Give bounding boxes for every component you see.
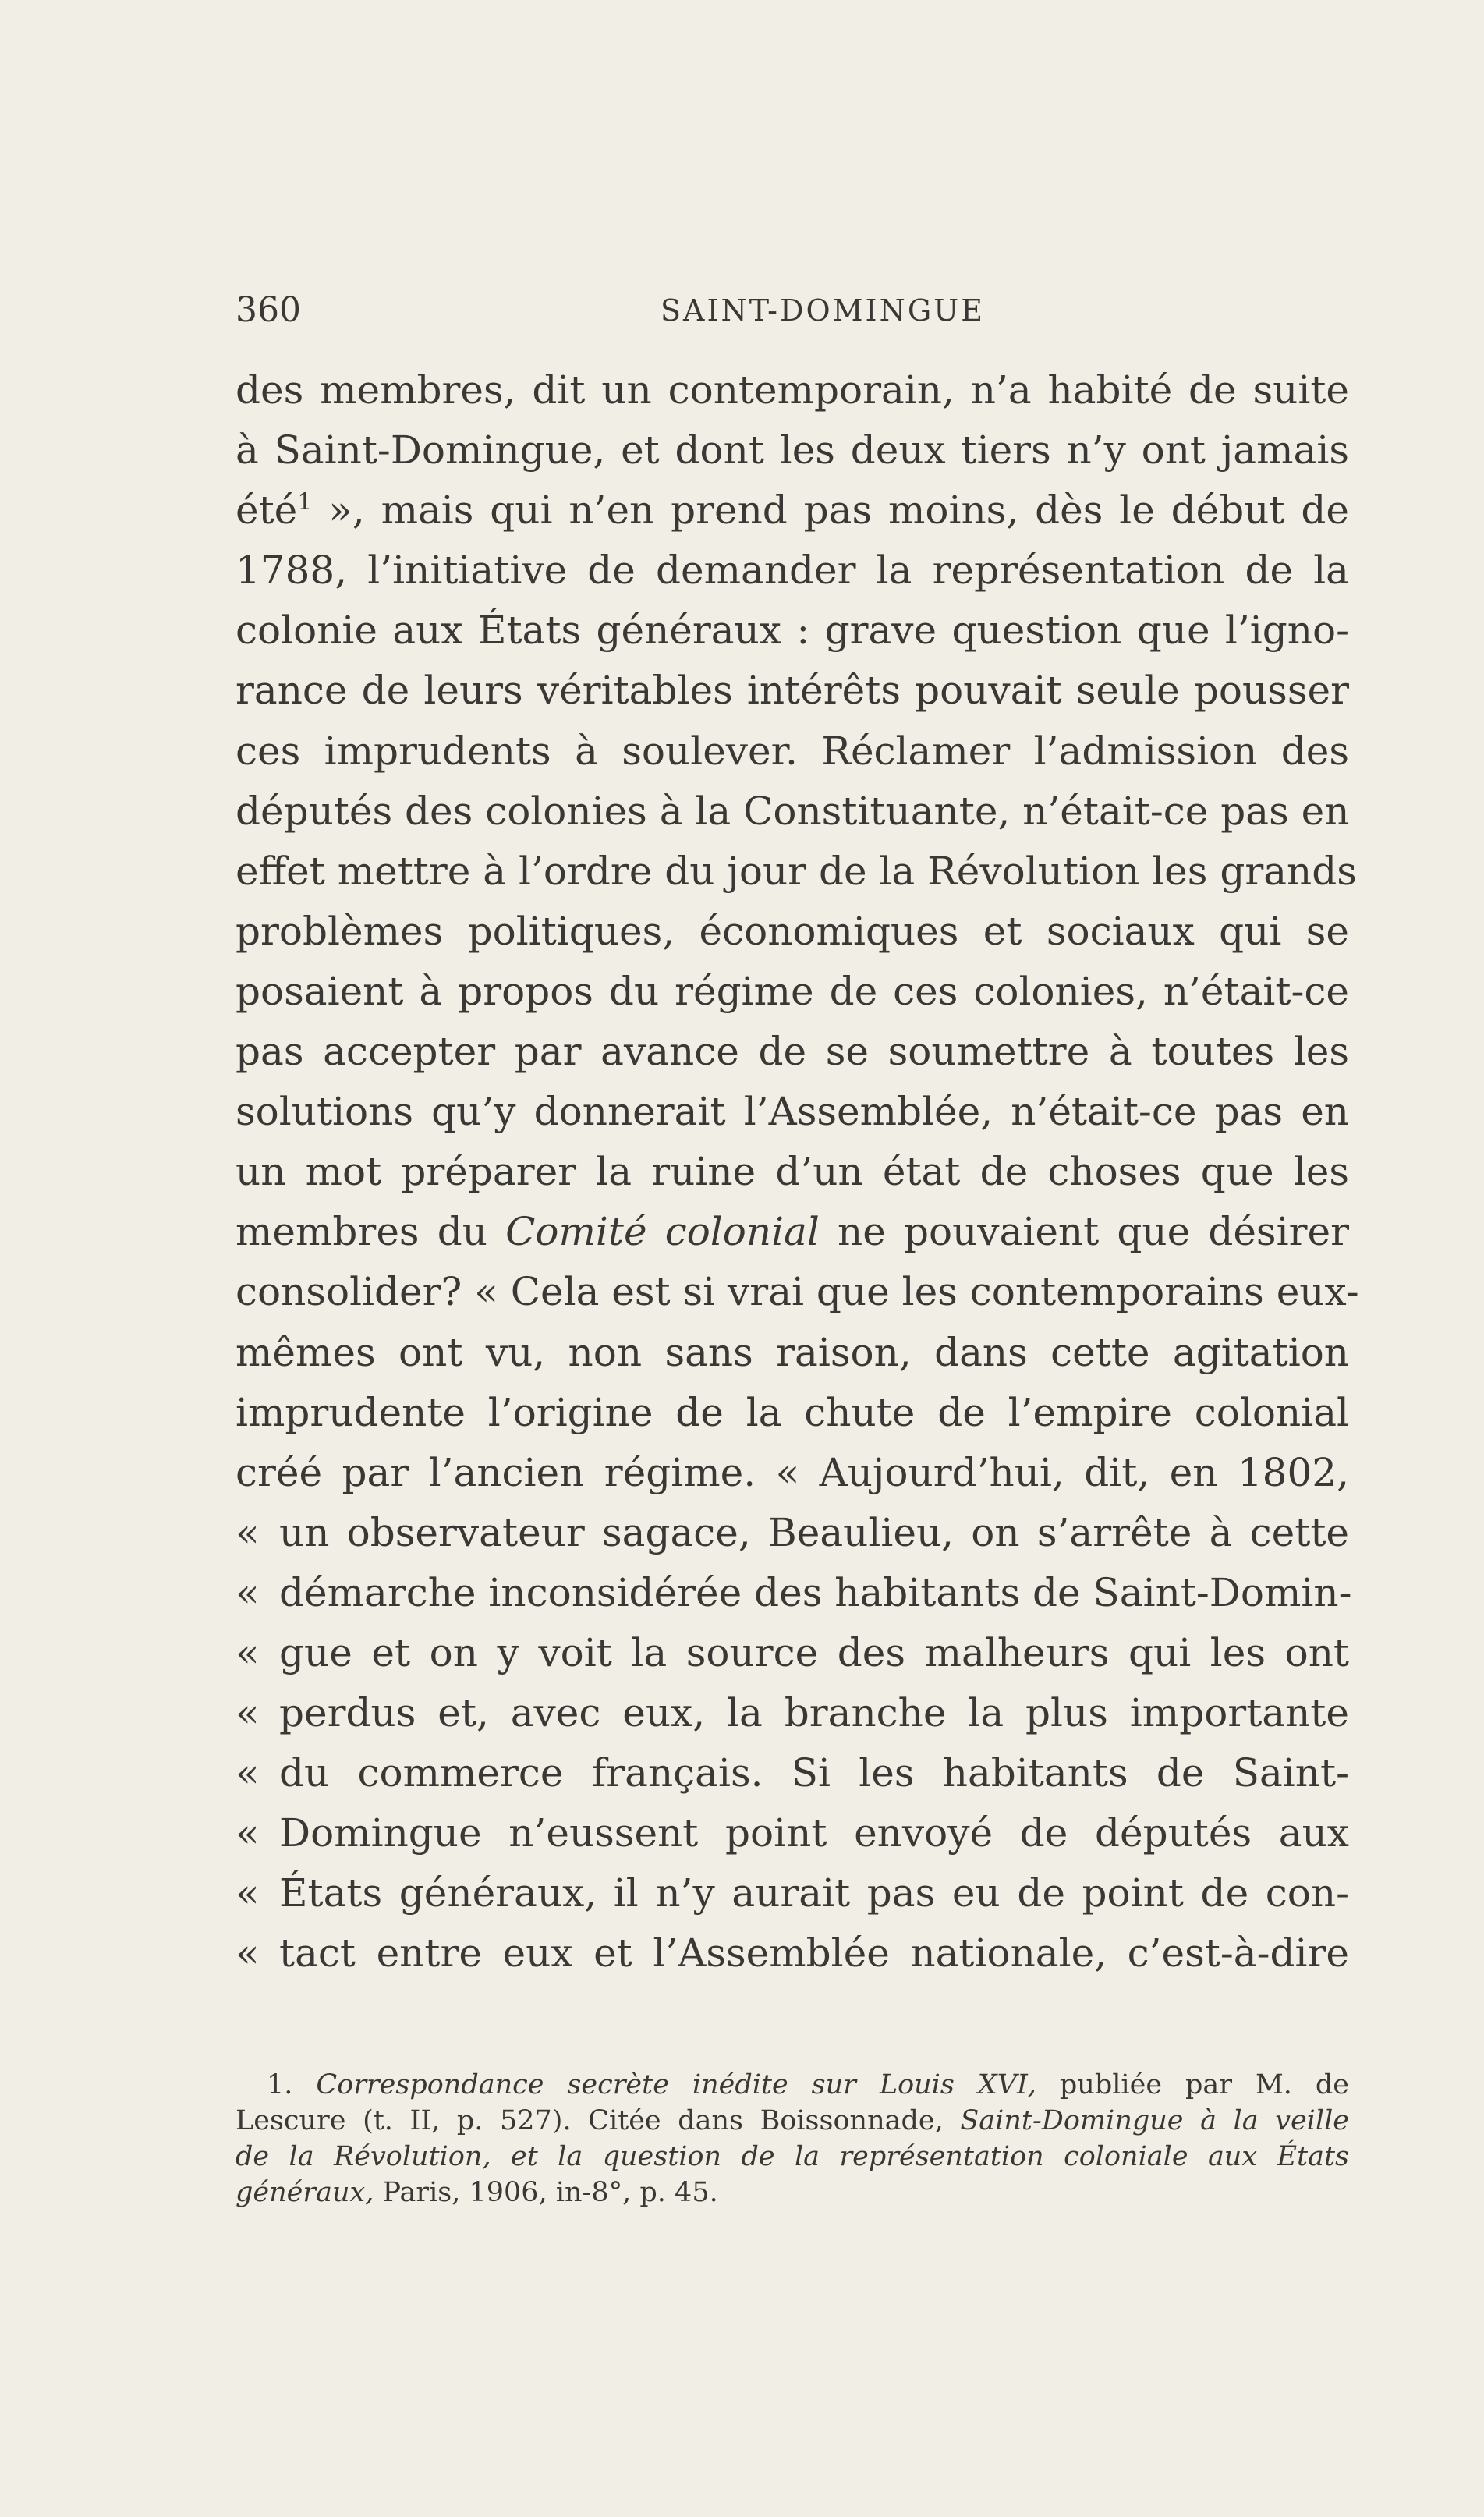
- quoted-line: [236, 1683, 1349, 1743]
- footnote-text: Paris, 1906, in-8°, p. 45.: [374, 2177, 718, 2208]
- footnote-title: Correspondance secrète inédite sur Louis XVI,: [316, 2069, 1036, 2100]
- text-line: députés des colonies à la Constituante, n’était-ce pas en: [236, 788, 1350, 834]
- footnote-line: [236, 2175, 1349, 2210]
- text-line: consolider? « Cela est si vrai que les contemporains eux-: [236, 1269, 1359, 1315]
- text-line: ces imprudents à soulever. Réclamer l’admission des: [236, 728, 1349, 774]
- quote-mark: «: [236, 1509, 260, 1555]
- running-title: SAINT-DOMINGUE: [661, 293, 985, 328]
- quoted-line: [236, 1863, 1349, 1923]
- text-fragment: ne pouvaient que désirer: [819, 1209, 1349, 1255]
- text-line: à Saint-Domingue, et dont les deux tiers n’y ont jamais: [236, 427, 1349, 473]
- footnote-number: 1.: [267, 2069, 317, 2100]
- quote-mark: «: [236, 1569, 260, 1615]
- text-fragment: », mais qui n’en prend pas moins, dès le début de: [312, 487, 1349, 534]
- quoted-line: [236, 1923, 1349, 1983]
- quoted-line: [236, 1803, 1349, 1863]
- quote-mark: «: [236, 1870, 260, 1916]
- quote-mark: «: [236, 1750, 260, 1796]
- footnote-title: généraux,: [236, 2177, 374, 2208]
- text-fragment: États généraux, il n’y aurait pas eu de point de con-: [279, 1870, 1349, 1916]
- footnote-line: [236, 2139, 1349, 2175]
- text-line: rance de leurs véritables intérêts pouvait seule pousser: [236, 668, 1349, 714]
- text-line: imprudente l’origine de la chute de l’empire colonial: [236, 1389, 1349, 1435]
- text-line: colonie aux États généraux : grave question que l’igno-: [236, 608, 1349, 654]
- text-line: [236, 1202, 1349, 1262]
- quoted-line: [236, 1743, 1349, 1803]
- text-line: un mot préparer la ruine d’un état de choses que les: [236, 1149, 1349, 1195]
- footnote-text: publiée par M. de: [1036, 2069, 1349, 2100]
- text-fragment: gue et on y voit la source des malheurs qui les ont: [279, 1629, 1349, 1675]
- text-line: effet mettre à l’ordre du jour de la Révolution les grands: [236, 848, 1357, 894]
- text-fragment: du commerce français. Si les habitants de Saint-: [279, 1750, 1349, 1796]
- emphasis-text: Comité colonial: [505, 1209, 820, 1255]
- page-header: [236, 287, 1349, 334]
- quote-mark: «: [236, 1930, 260, 1976]
- quoted-line: [236, 1623, 1349, 1683]
- text-fragment: tact entre eux et l’Assemblée nationale, c’est-à-dire: [279, 1930, 1349, 1976]
- footnote-reference: 1: [297, 488, 313, 516]
- footnote-line: [236, 2067, 1349, 2103]
- text-line: des membres, dit un contemporain, n’a habité de suite: [236, 367, 1349, 413]
- text-fragment: Domingue n’eussent point envoyé de députés aux: [279, 1810, 1349, 1856]
- text-fragment: membres du: [236, 1209, 506, 1255]
- footnote-title: Saint-Domingue à la veille: [960, 2105, 1349, 2136]
- page-number: 360: [236, 290, 301, 330]
- text-fragment: un observateur sagace, Beaulieu, on s’arrête à cette: [279, 1509, 1349, 1555]
- body-text: [236, 360, 1359, 1984]
- footnote-text: Lescure (t. II, p. 527). Citée dans Boissonnade,: [236, 2105, 961, 2136]
- text-line: problèmes politiques, économiques et sociaux qui se: [236, 908, 1349, 954]
- footnote-line: [236, 2103, 1349, 2139]
- quote-mark: «: [236, 1810, 260, 1856]
- quote-mark: «: [236, 1629, 260, 1675]
- text-line: créé par l’ancien régime. « Aujourd’hui, dit, en 1802,: [236, 1449, 1349, 1495]
- text-line: mêmes ont vu, non sans raison, dans cette agitation: [236, 1329, 1349, 1375]
- text-fragment: été: [236, 487, 298, 534]
- quoted-line: [236, 1563, 1352, 1623]
- text-line: solutions qu’y donnerait l’Assemblée, n’était-ce pas en: [236, 1089, 1349, 1135]
- text-fragment: perdus et, avec eux, la branche la plus importante: [279, 1690, 1349, 1736]
- text-line: [236, 480, 1349, 541]
- footnote-title: de la Révolution, et la question de la représentation coloniale aux États: [236, 2141, 1349, 2172]
- footnote: [236, 2067, 1349, 2210]
- quoted-line: [236, 1503, 1349, 1563]
- text-fragment: démarche inconsidérée des habitants de Saint-Domin-: [279, 1569, 1352, 1615]
- quote-mark: «: [236, 1690, 260, 1736]
- text-line: pas accepter par avance de se soumettre à toutes les: [236, 1029, 1349, 1075]
- text-line: posaient à propos du régime de ces colonies, n’était-ce: [236, 968, 1349, 1014]
- text-line: 1788, l’initiative de demander la représentation de la: [236, 548, 1349, 594]
